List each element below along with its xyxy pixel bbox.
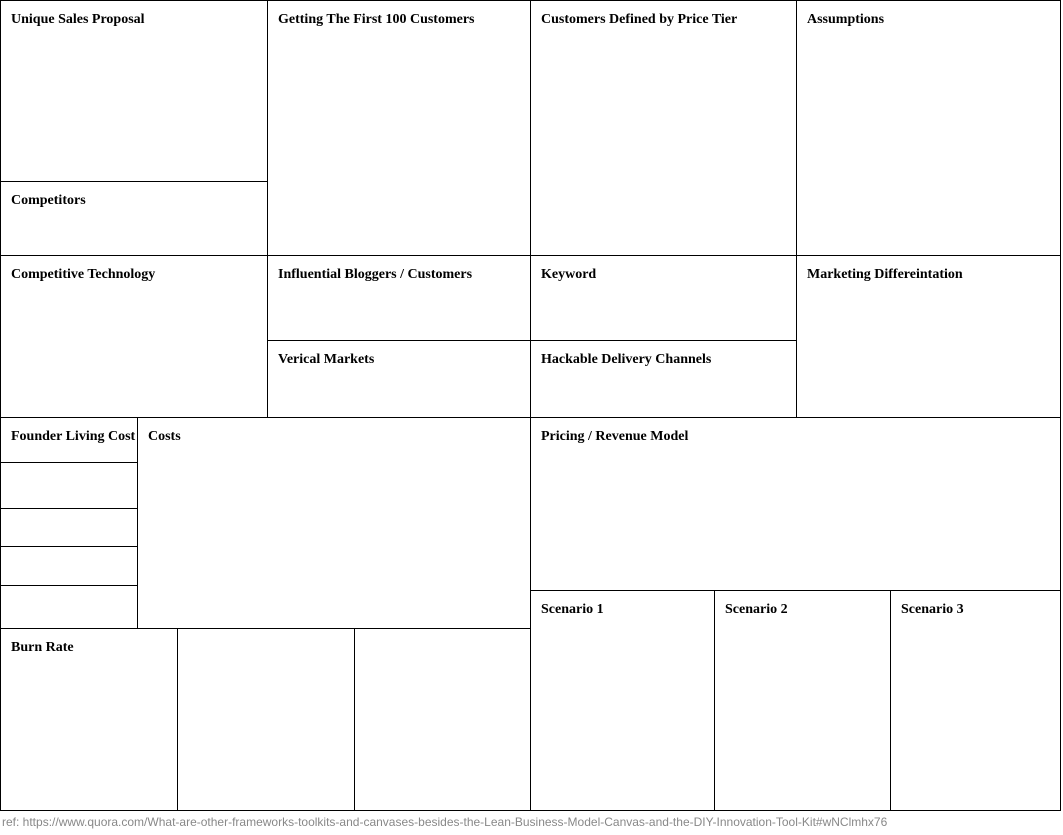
burn-rate-column-3 [354,628,531,811]
costs-label: Costs [148,429,181,444]
scenario-3-label: Scenario 3 [901,602,964,617]
founder-living-cost-box [0,417,138,463]
burn-rate-box [0,628,178,811]
vertical-markets-box [267,340,531,418]
competitors-box [0,181,268,256]
customers-by-price-tier-label: Customers Defined by Price Tier [541,12,738,27]
assumptions-label: Assumptions [807,12,885,27]
influential-bloggers-label: Influential Bloggers / Customers [278,267,473,282]
competitive-technology-label: Competitive Technology [11,267,156,282]
getting-first-100-customers-box [267,0,531,256]
unique-sales-proposal-box [0,0,268,182]
burn-rate-label: Burn Rate [11,640,74,655]
burn-rate-column-2 [177,628,355,811]
keyword-label: Keyword [541,267,597,282]
scenario-1-label: Scenario 1 [541,602,604,617]
unique-sales-proposal-label: Unique Sales Proposal [11,12,145,27]
founder-living-cost-row-4 [0,585,138,629]
scenario-2-label: Scenario 2 [725,602,788,617]
founder-living-cost-row-2 [0,508,138,547]
hackable-delivery-channels-box [530,340,797,418]
founder-living-cost-row-3 [0,546,138,586]
keyword-box [530,255,797,341]
scenario-2-box [714,590,891,811]
pricing-revenue-model-box [530,417,1061,591]
reference-text: ref: https://www.quora.com/What-are-other-frameworks-toolkits-and-canvases-besides-the-Lean-Business-Model-Canvas-and-the-DIY-Innovation-Tool-Kit#wNClmhx76 [2,815,888,829]
assumptions-box [796,0,1061,256]
scenario-1-box [530,590,715,811]
influential-bloggers-box [267,255,531,341]
getting-first-100-customers-label: Getting The First 100 Customers [278,12,475,27]
marketing-differentiation-box [796,255,1061,418]
hackable-delivery-channels-label: Hackable Delivery Channels [541,352,712,367]
costs-box [137,417,531,629]
competitors-label: Competitors [11,193,86,208]
customers-by-price-tier-box [530,0,797,256]
scenario-3-box [890,590,1061,811]
founder-living-cost-label: Founder Living Cost [11,429,136,444]
marketing-differentiation-label: Marketing Differeintation [807,267,963,282]
vertical-markets-label: Verical Markets [278,352,375,367]
competitive-technology-box [0,255,268,418]
pricing-revenue-model-label: Pricing / Revenue Model [541,429,689,444]
founder-living-cost-row-1 [0,462,138,509]
